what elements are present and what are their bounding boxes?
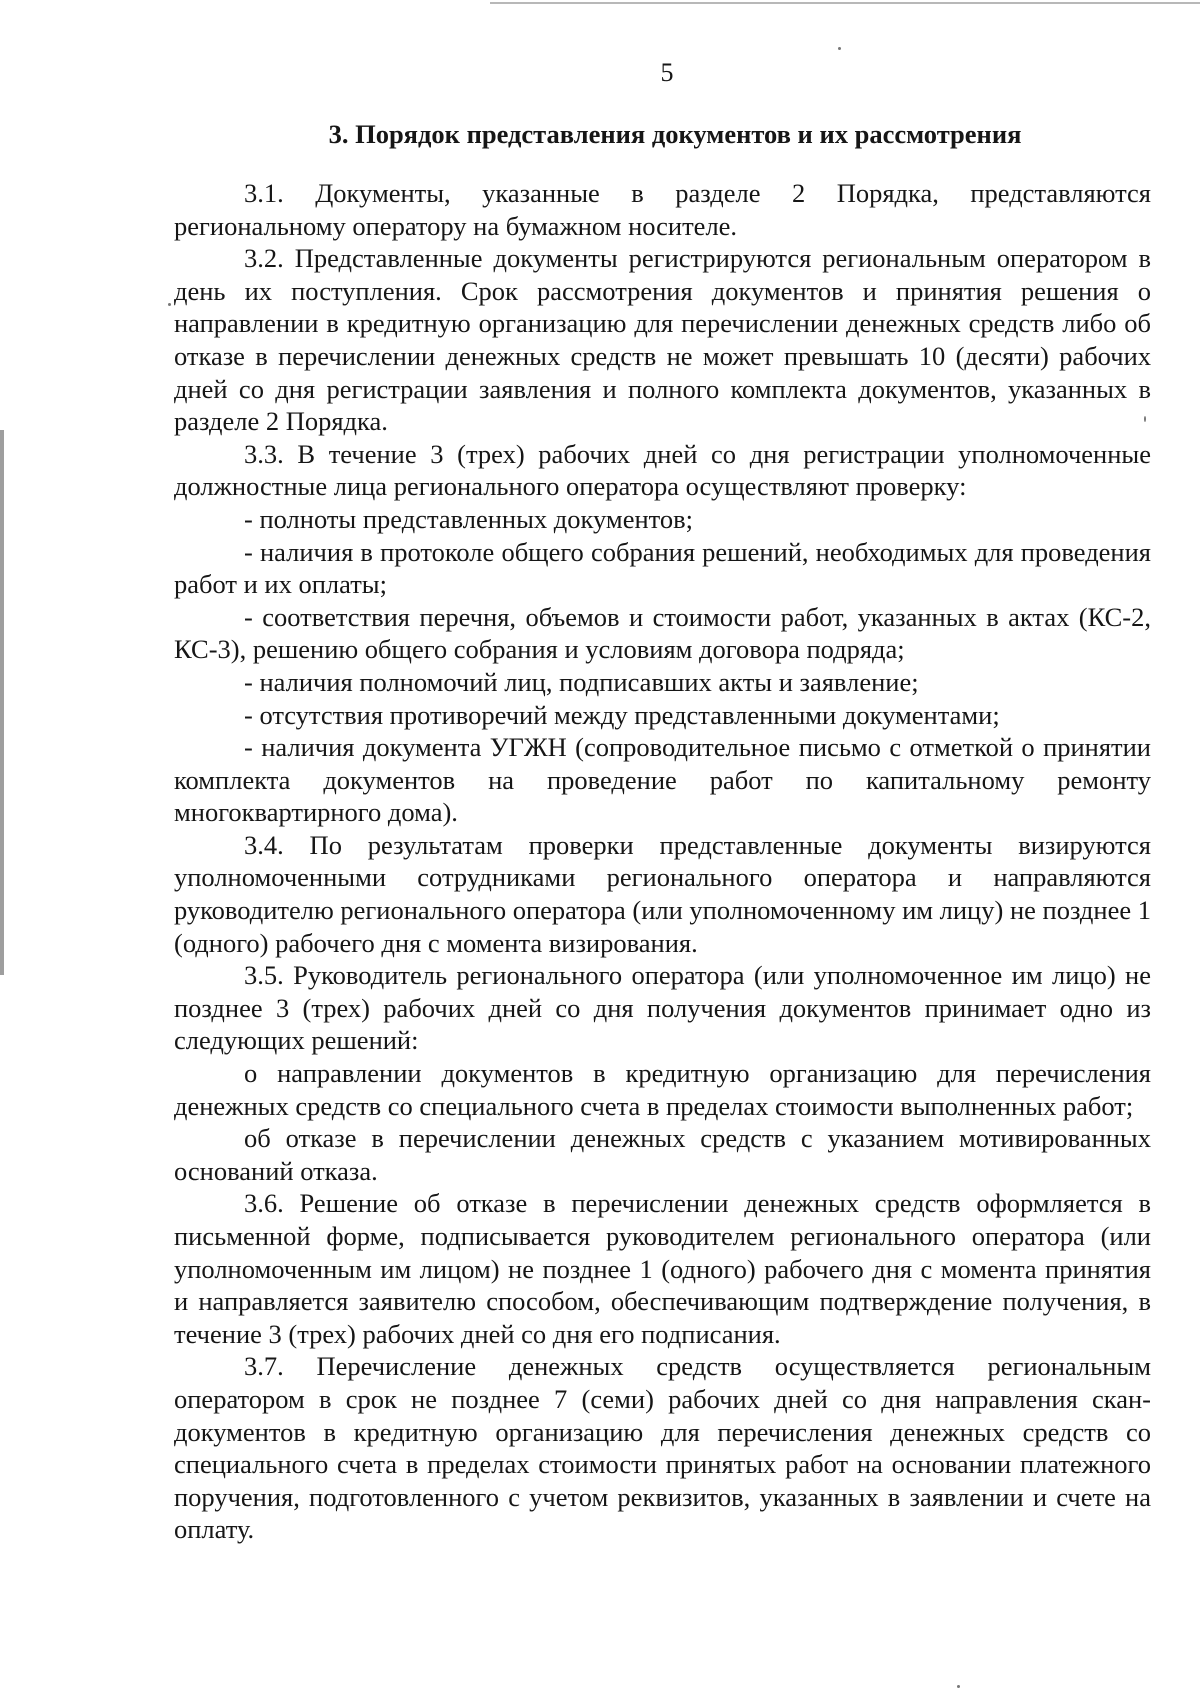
scan-border-line: [490, 2, 1200, 4]
paragraph-3-1: 3.1. Документы, указанные в разделе 2 Порядка, представляются региональному оператору на бумажном носителе.: [174, 178, 1151, 241]
check-item-authority: - наличия полномочий лиц, подписавших акты и заявление;: [244, 666, 919, 697]
paragraph-3-5: 3.5. Руководитель регионального оператора (или уполномоченное им лицо) не позднее 3 (трех) рабочих дней со дня получения документов принимает одно из следующих решений:: [174, 960, 1151, 1056]
check-item-completeness: - полноты представленных документов;: [244, 503, 693, 534]
decision-option-transfer: о направлении документов в кредитную организацию для перечисления денежных средств со специального счета в пределах стоимости выполненных работ;: [174, 1058, 1151, 1121]
scan-edge-shadow: [0, 430, 4, 975]
decision-option-refusal: об отказе в перечислении денежных средств с указанием мотивированных оснований отказа.: [174, 1123, 1151, 1186]
check-item-works-list: - соответствия перечня, объемов и стоимости работ, указанных в актах (КС-2, КС-3), решению общего собрания и условиям договора подряда;: [174, 601, 1151, 665]
paragraph-3-4: 3.4. По результатам проверки представленные документы визируются уполномоченными сотрудниками регионального оператора и направляются руководителю регионального оператора (или уполномоченному им лицу) не позднее 1 (одного) рабочего дня с момента визирования.: [174, 829, 1151, 958]
check-item-ugzhn: - наличия документа УГЖН (сопроводительное письмо с отметкой о принятии комплекта документов на проведение работ по капитальному ремонту многоквартирного дома).: [174, 732, 1151, 828]
scan-speck: [838, 47, 841, 50]
paragraph-3-3: 3.3. В течение 3 (трех) рабочих дней со дня регистрации уполномоченные должностные лица регионального оператора осуществляют проверку:: [174, 438, 1151, 502]
paragraph-3-2: 3.2. Представленные документы регистрируются региональным оператором в день их поступления. Срок рассмотрения документов и принятия решения о направлении в кредитную организацию для перечислении денежных средств либо об отказе в перечислении денежных средств не может превышать 10 (десяти) рабочих дней со дня регистрации заявления и полного комплекта документов, указанных в разделе 2 Порядка.: [174, 243, 1151, 437]
document-body: [174, 177, 1151, 1546]
scan-speck: [168, 303, 171, 306]
paragraph-3-7: 3.7. Перечисление денежных средств осуществляется региональным оператором в срок не позднее 7 (семи) рабочих дней со дня направления скан-документов в кредитную организацию для перечисления денежных средств со специального счета в пределах стоимости принятых работ на основании платежного поручения, подготовленного с учетом реквизитов, указанных в заявлении и счете на оплату.: [174, 1351, 1151, 1545]
page-number: 5: [660, 58, 674, 87]
paragraph-3-6: 3.6. Решение об отказе в перечислении денежных средств оформляется в письменной форме, подписывается руководителем регионального оператора (или уполномоченным им лицом) не позднее 1 (одного) рабочего дня с момента принятия и направляется заявителю способом, обеспечивающим подтверждение получения, в течение 3 (трех) рабочих дней со дня его подписания.: [174, 1188, 1151, 1349]
section-heading: 3. Порядок представления документов и их рассмотрения: [328, 119, 1022, 149]
check-item-protocol: - наличия в протоколе общего собрания решений, необходимых для проведения работ и их оплаты;: [174, 536, 1151, 600]
check-item-contradictions: - отсутствия противоречий между представленными документами;: [244, 699, 1000, 730]
scan-speck: [957, 1685, 960, 1688]
